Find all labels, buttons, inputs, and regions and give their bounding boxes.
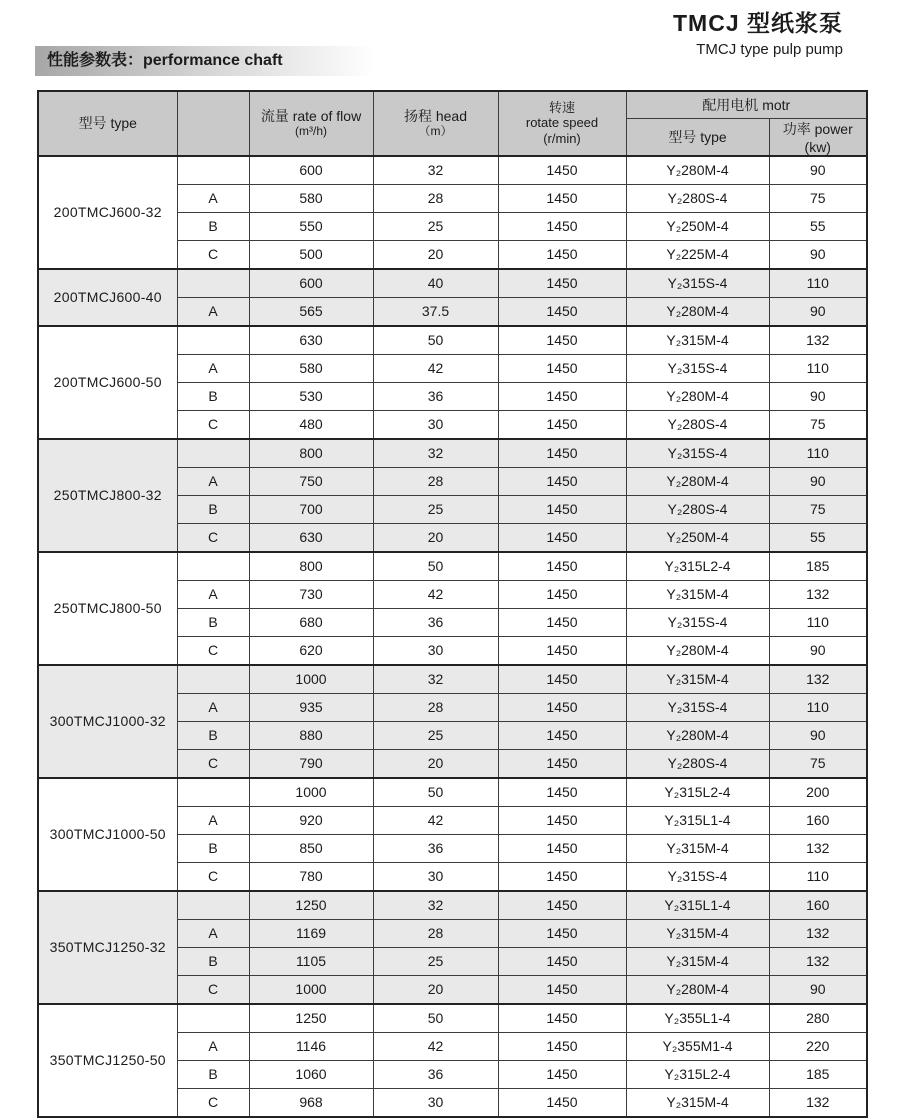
variant-cell: A [177,1032,249,1060]
speed-cell: 1450 [498,297,626,326]
motor-cell: Y₂315S-4 [626,269,769,298]
head-cell: 32 [373,156,498,185]
model-cell: 300TMCJ1000-32 [38,665,177,778]
table-row [38,891,867,920]
head-cell: 20 [373,975,498,1004]
speed-cell: 1450 [498,156,626,185]
variant-cell [177,1004,249,1033]
col-header-motor-power: 功率 power (kw) [769,118,867,156]
head-cell: 42 [373,1032,498,1060]
motor-cell: Y₂315L2-4 [626,552,769,581]
motor-cell: Y₂280S-4 [626,410,769,439]
flow-cell: 500 [249,240,373,269]
speed-cell: 1450 [498,1004,626,1033]
head-cell: 40 [373,269,498,298]
power-cell: 110 [769,354,867,382]
col-header-head-unit: （m） [418,124,453,139]
model-cell: 300TMCJ1000-50 [38,778,177,891]
head-cell: 32 [373,665,498,694]
power-cell: 132 [769,947,867,975]
power-cell: 110 [769,269,867,298]
flow-cell: 780 [249,862,373,891]
power-cell: 132 [769,1088,867,1117]
speed-cell: 1450 [498,580,626,608]
variant-cell [177,156,249,185]
motor-cell: Y₂280S-4 [626,495,769,523]
flow-cell: 630 [249,523,373,552]
flow-cell: 790 [249,749,373,778]
col-header-speed [498,91,626,156]
head-cell: 28 [373,919,498,947]
speed-cell: 1450 [498,749,626,778]
variant-cell: C [177,410,249,439]
variant-cell: B [177,495,249,523]
head-cell: 20 [373,240,498,269]
head-cell: 50 [373,778,498,807]
model-cell: 350TMCJ1250-32 [38,891,177,1004]
model-cell: 250TMCJ800-32 [38,439,177,552]
speed-cell: 1450 [498,410,626,439]
variant-cell: C [177,1088,249,1117]
variant-cell [177,778,249,807]
head-cell: 42 [373,354,498,382]
motor-cell: Y₂250M-4 [626,212,769,240]
speed-cell: 1450 [498,665,626,694]
speed-cell: 1450 [498,1088,626,1117]
variant-cell [177,552,249,581]
head-cell: 20 [373,523,498,552]
table-header [38,91,867,156]
speed-cell: 1450 [498,552,626,581]
flow-cell: 530 [249,382,373,410]
head-cell: 30 [373,410,498,439]
motor-cell: Y₂280M-4 [626,156,769,185]
flow-cell: 1250 [249,891,373,920]
page-title-block [673,5,843,58]
variant-cell: C [177,523,249,552]
motor-cell: Y₂315M-4 [626,665,769,694]
power-cell: 90 [769,156,867,185]
power-cell: 55 [769,523,867,552]
motor-cell: Y₂315L1-4 [626,806,769,834]
flow-cell: 700 [249,495,373,523]
flow-cell: 600 [249,156,373,185]
flow-cell: 920 [249,806,373,834]
motor-cell: Y₂315S-4 [626,354,769,382]
power-cell: 75 [769,410,867,439]
speed-cell: 1450 [498,269,626,298]
col-header-speed-label-en: rotate speed [525,115,599,131]
table-row [38,156,867,185]
power-cell: 132 [769,834,867,862]
variant-cell: B [177,834,249,862]
speed-cell: 1450 [498,1032,626,1060]
variant-cell: A [177,297,249,326]
flow-cell: 1250 [249,1004,373,1033]
variant-cell: B [177,608,249,636]
flow-cell: 1000 [249,975,373,1004]
motor-cell: Y₂250M-4 [626,523,769,552]
power-cell: 75 [769,495,867,523]
speed-cell: 1450 [498,1060,626,1088]
speed-cell: 1450 [498,439,626,468]
flow-cell: 850 [249,834,373,862]
flow-cell: 550 [249,212,373,240]
head-cell: 30 [373,636,498,665]
flow-cell: 1146 [249,1032,373,1060]
variant-cell: C [177,240,249,269]
flow-cell: 1000 [249,778,373,807]
variant-cell: A [177,184,249,212]
motor-cell: Y₂315M-4 [626,580,769,608]
page-title: TMCJ 型纸浆泵 [673,10,843,36]
spec-table-body [38,156,867,1117]
flow-cell: 800 [249,439,373,468]
head-cell: 25 [373,212,498,240]
power-cell: 160 [769,806,867,834]
speed-cell: 1450 [498,778,626,807]
motor-cell: Y₂315M-4 [626,326,769,355]
motor-cell: Y₂280M-4 [626,382,769,410]
head-cell: 50 [373,1004,498,1033]
col-header-flow-label: 流量 rate of flow [260,107,362,124]
speed-cell: 1450 [498,636,626,665]
flow-cell: 1169 [249,919,373,947]
head-cell: 25 [373,495,498,523]
speed-cell: 1450 [498,184,626,212]
power-cell: 132 [769,919,867,947]
header-row-1 [38,91,867,118]
variant-cell: A [177,354,249,382]
table-row [38,778,867,807]
variant-cell [177,439,249,468]
page-subtitle: TMCJ type pulp pump [696,41,843,58]
speed-cell: 1450 [498,834,626,862]
variant-cell: B [177,721,249,749]
speed-cell: 1450 [498,382,626,410]
table-row [38,665,867,694]
variant-cell: A [177,580,249,608]
table-row [38,1004,867,1033]
variant-cell: B [177,947,249,975]
power-cell: 132 [769,326,867,355]
power-cell: 75 [769,184,867,212]
col-header-variant [177,91,249,156]
flow-cell: 968 [249,1088,373,1117]
motor-cell: Y₂280M-4 [626,975,769,1004]
motor-cell: Y₂280M-4 [626,721,769,749]
flow-cell: 750 [249,467,373,495]
motor-cell: Y₂315M-4 [626,947,769,975]
speed-cell: 1450 [498,326,626,355]
speed-cell: 1450 [498,806,626,834]
head-cell: 25 [373,721,498,749]
flow-cell: 580 [249,354,373,382]
power-cell: 132 [769,580,867,608]
flow-cell: 600 [249,269,373,298]
motor-cell: Y₂280M-4 [626,467,769,495]
flow-cell: 1060 [249,1060,373,1088]
power-cell: 280 [769,1004,867,1033]
power-cell: 110 [769,608,867,636]
variant-cell: B [177,1060,249,1088]
col-header-head-label: 扬程 head [403,107,468,124]
power-cell: 90 [769,636,867,665]
spec-table [37,90,868,1118]
motor-cell: Y₂355M1-4 [626,1032,769,1060]
speed-cell: 1450 [498,947,626,975]
flow-cell: 935 [249,693,373,721]
speed-cell: 1450 [498,608,626,636]
col-header-model: 型号 type [38,91,177,156]
variant-cell [177,326,249,355]
motor-cell: Y₂315L2-4 [626,1060,769,1088]
speed-cell: 1450 [498,467,626,495]
motor-cell: Y₂225M-4 [626,240,769,269]
section-header: 性能参数表：performance chaft [35,46,375,76]
speed-cell: 1450 [498,240,626,269]
head-cell: 42 [373,580,498,608]
model-cell: 200TMCJ600-40 [38,269,177,326]
variant-cell: B [177,382,249,410]
speed-cell: 1450 [498,862,626,891]
col-header-head [373,91,498,156]
power-cell: 90 [769,240,867,269]
head-cell: 30 [373,1088,498,1117]
head-cell: 28 [373,184,498,212]
variant-cell: A [177,806,249,834]
model-cell: 250TMCJ800-50 [38,552,177,665]
power-cell: 55 [769,212,867,240]
motor-cell: Y₂280M-4 [626,636,769,665]
motor-cell: Y₂280M-4 [626,297,769,326]
power-cell: 90 [769,297,867,326]
col-header-speed-label-cn: 转速 [548,99,575,115]
variant-cell [177,665,249,694]
speed-cell: 1450 [498,975,626,1004]
motor-cell: Y₂315M-4 [626,919,769,947]
flow-cell: 630 [249,326,373,355]
flow-cell: 800 [249,552,373,581]
flow-cell: 620 [249,636,373,665]
head-cell: 37.5 [373,297,498,326]
flow-cell: 730 [249,580,373,608]
power-cell: 90 [769,721,867,749]
motor-cell: Y₂315S-4 [626,862,769,891]
variant-cell: A [177,919,249,947]
table-row [38,552,867,581]
table-row [38,439,867,468]
head-cell: 42 [373,806,498,834]
table-row [38,269,867,298]
head-cell: 32 [373,439,498,468]
motor-cell: Y₂315M-4 [626,834,769,862]
model-cell: 200TMCJ600-50 [38,326,177,439]
variant-cell [177,269,249,298]
head-cell: 50 [373,326,498,355]
flow-cell: 880 [249,721,373,749]
motor-cell: Y₂280S-4 [626,749,769,778]
speed-cell: 1450 [498,891,626,920]
speed-cell: 1450 [498,523,626,552]
speed-cell: 1450 [498,354,626,382]
head-cell: 50 [373,552,498,581]
head-cell: 36 [373,608,498,636]
motor-cell: Y₂355L1-4 [626,1004,769,1033]
flow-cell: 480 [249,410,373,439]
variant-cell: A [177,693,249,721]
power-cell: 185 [769,1060,867,1088]
power-cell: 220 [769,1032,867,1060]
speed-cell: 1450 [498,721,626,749]
variant-cell: C [177,749,249,778]
flow-cell: 1000 [249,665,373,694]
head-cell: 36 [373,382,498,410]
motor-cell: Y₂315S-4 [626,608,769,636]
motor-cell: Y₂315L2-4 [626,778,769,807]
power-cell: 110 [769,862,867,891]
power-cell: 160 [769,891,867,920]
flow-cell: 680 [249,608,373,636]
model-cell: 200TMCJ600-32 [38,156,177,269]
variant-cell [177,891,249,920]
speed-cell: 1450 [498,693,626,721]
speed-cell: 1450 [498,212,626,240]
power-cell: 185 [769,552,867,581]
col-header-motor-group: 配用电机 motr [626,91,867,118]
speed-cell: 1450 [498,495,626,523]
col-header-flow [249,91,373,156]
variant-cell: C [177,975,249,1004]
head-cell: 28 [373,467,498,495]
power-cell: 75 [769,749,867,778]
power-cell: 90 [769,975,867,1004]
head-cell: 36 [373,834,498,862]
motor-cell: Y₂315S-4 [626,693,769,721]
variant-cell: C [177,862,249,891]
power-cell: 90 [769,467,867,495]
motor-cell: Y₂280S-4 [626,184,769,212]
flow-cell: 580 [249,184,373,212]
variant-cell: A [177,467,249,495]
motor-cell: Y₂315S-4 [626,439,769,468]
power-cell: 132 [769,665,867,694]
flow-cell: 565 [249,297,373,326]
flow-cell: 1105 [249,947,373,975]
head-cell: 28 [373,693,498,721]
power-cell: 200 [769,778,867,807]
speed-cell: 1450 [498,919,626,947]
col-header-speed-unit: (r/min) [543,131,581,147]
head-cell: 20 [373,749,498,778]
variant-cell: B [177,212,249,240]
col-header-motor-model: 型号 type [626,118,769,156]
motor-cell: Y₂315L1-4 [626,891,769,920]
table-row [38,326,867,355]
model-cell: 350TMCJ1250-50 [38,1004,177,1117]
col-header-flow-unit: (m³/h) [295,124,327,139]
motor-cell: Y₂315M-4 [626,1088,769,1117]
head-cell: 32 [373,891,498,920]
head-cell: 25 [373,947,498,975]
head-cell: 36 [373,1060,498,1088]
head-cell: 30 [373,862,498,891]
power-cell: 110 [769,693,867,721]
power-cell: 110 [769,439,867,468]
power-cell: 90 [769,382,867,410]
variant-cell: C [177,636,249,665]
